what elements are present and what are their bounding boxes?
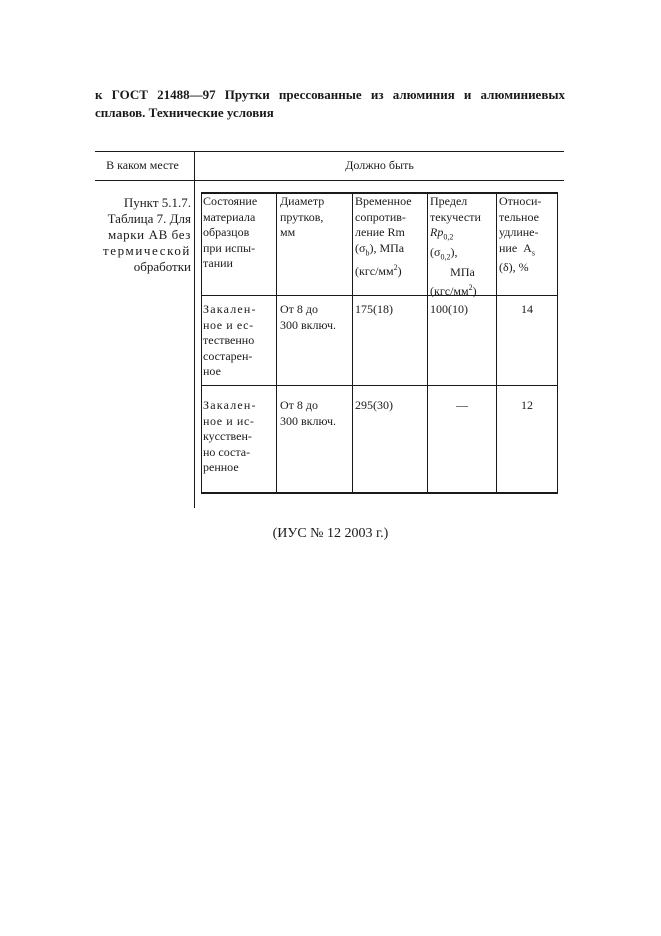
table-column-divider <box>427 192 428 494</box>
cell-text: 300 включ. <box>280 413 337 428</box>
header-text: ), МПа <box>369 240 405 255</box>
subscript: 0,2 <box>443 232 454 242</box>
location-line: термической <box>102 243 191 258</box>
cell-text: кусствен- <box>203 429 252 443</box>
subscript: s <box>531 247 535 257</box>
header-rule <box>95 180 564 181</box>
table-row-divider <box>201 295 558 296</box>
header-text: мм <box>280 225 296 239</box>
header-text: (σ <box>430 244 441 259</box>
header-text: Диаметр <box>280 194 325 208</box>
header-text: материала <box>203 209 256 224</box>
header-text: Состояние <box>203 194 258 208</box>
cell-text: ное <box>203 364 221 378</box>
location-line: обработки <box>133 259 191 274</box>
header-text: (кгс/мм <box>355 264 394 279</box>
header-text: удлине- <box>499 225 539 239</box>
cell-text: ное и ес- <box>203 317 254 332</box>
header-text: прутков, <box>280 209 324 224</box>
header-text: ), <box>450 244 458 259</box>
cell-text: тественно <box>203 333 255 347</box>
header-text: ) <box>397 264 402 279</box>
cell-text: Закален- <box>203 302 257 316</box>
header-text: Предел <box>430 194 468 208</box>
table-row-2-state <box>203 398 275 476</box>
table-column-divider <box>276 192 277 494</box>
header-text <box>430 245 495 265</box>
subscript: 0,2 <box>440 252 451 262</box>
table-row-1-elongation: 14 <box>521 302 533 316</box>
heading-line-2: сплавов. Технические условия <box>95 105 274 120</box>
header-text: (δ), % <box>499 260 529 275</box>
table-border-left <box>201 192 202 494</box>
header-text: (σ <box>355 240 366 255</box>
table-header-yield <box>430 194 495 300</box>
top-rule <box>95 151 564 152</box>
cell-text: От 8 до <box>280 398 319 412</box>
superscript: 2 <box>393 263 398 273</box>
header-text <box>430 280 495 300</box>
table-row-2-diameter <box>280 398 352 429</box>
header-text: Относи- <box>499 194 542 208</box>
location-line: Пункт 5.1.7. <box>123 195 191 210</box>
table-row-2-yield: — <box>456 398 468 412</box>
header-text: Временное <box>355 194 412 208</box>
table-column-divider <box>496 192 497 494</box>
table-row-2-elongation: 12 <box>521 398 533 412</box>
column-separator <box>194 151 195 508</box>
header-text <box>355 241 426 261</box>
location-line: Таблица 7. Для <box>107 211 191 226</box>
table-row-1-yield: 100(10) <box>430 302 468 316</box>
cell-text: ренное <box>203 460 239 474</box>
location-line: марки АВ без <box>108 227 191 242</box>
column-header-should-be: Должно быть <box>345 158 414 172</box>
header-text: тельное <box>499 209 539 224</box>
document-heading <box>95 86 565 122</box>
cell-text: ное и ис- <box>203 413 255 428</box>
table-header-diameter <box>280 194 350 241</box>
header-text: образцов <box>203 225 250 239</box>
properties-table <box>201 192 558 494</box>
table-header-strength <box>355 194 426 280</box>
header-text: ) <box>472 284 477 299</box>
header-text: сопротив- <box>355 209 406 224</box>
superscript: 2 <box>468 283 473 293</box>
header-text: ние A <box>499 240 532 255</box>
location-reference <box>95 195 191 275</box>
table-header-state <box>203 194 275 272</box>
cell-text: но соста- <box>203 444 251 459</box>
table-row-2-strength: 295(30) <box>355 398 393 412</box>
subscript: b <box>365 247 370 257</box>
header-text: (кгс/мм <box>430 284 469 299</box>
header-text: ление Rm <box>355 225 405 239</box>
heading-line-1: к ГОСТ 21488—97 Прутки прессованные из алюминия и алюминиевых <box>95 87 565 102</box>
cell-text: 300 включ. <box>280 317 337 332</box>
table-row-1-diameter <box>280 302 352 333</box>
table-row-divider <box>201 385 558 386</box>
header-text: текучести <box>430 209 481 224</box>
header-text: МПа <box>450 264 475 279</box>
table-border-bottom <box>201 492 558 494</box>
table-row-1-strength: 175(18) <box>355 302 393 316</box>
header-text: тании <box>203 256 233 270</box>
header-text <box>499 241 556 261</box>
cell-text: состарен- <box>203 348 253 363</box>
table-column-divider <box>352 192 353 494</box>
cell-text: Закален- <box>203 398 257 412</box>
header-text: Rp <box>430 225 444 239</box>
column-header-where: В каком месте <box>106 158 179 172</box>
cell-text: От 8 до <box>280 302 319 316</box>
header-text <box>355 260 426 280</box>
amendment-reference: (ИУС № 12 2003 г.) <box>272 526 389 541</box>
table-border-right <box>557 192 558 494</box>
table-row-1-state <box>203 302 275 380</box>
header-text <box>430 225 495 245</box>
header-text: при испы- <box>203 240 256 255</box>
table-header-elongation <box>499 194 556 276</box>
